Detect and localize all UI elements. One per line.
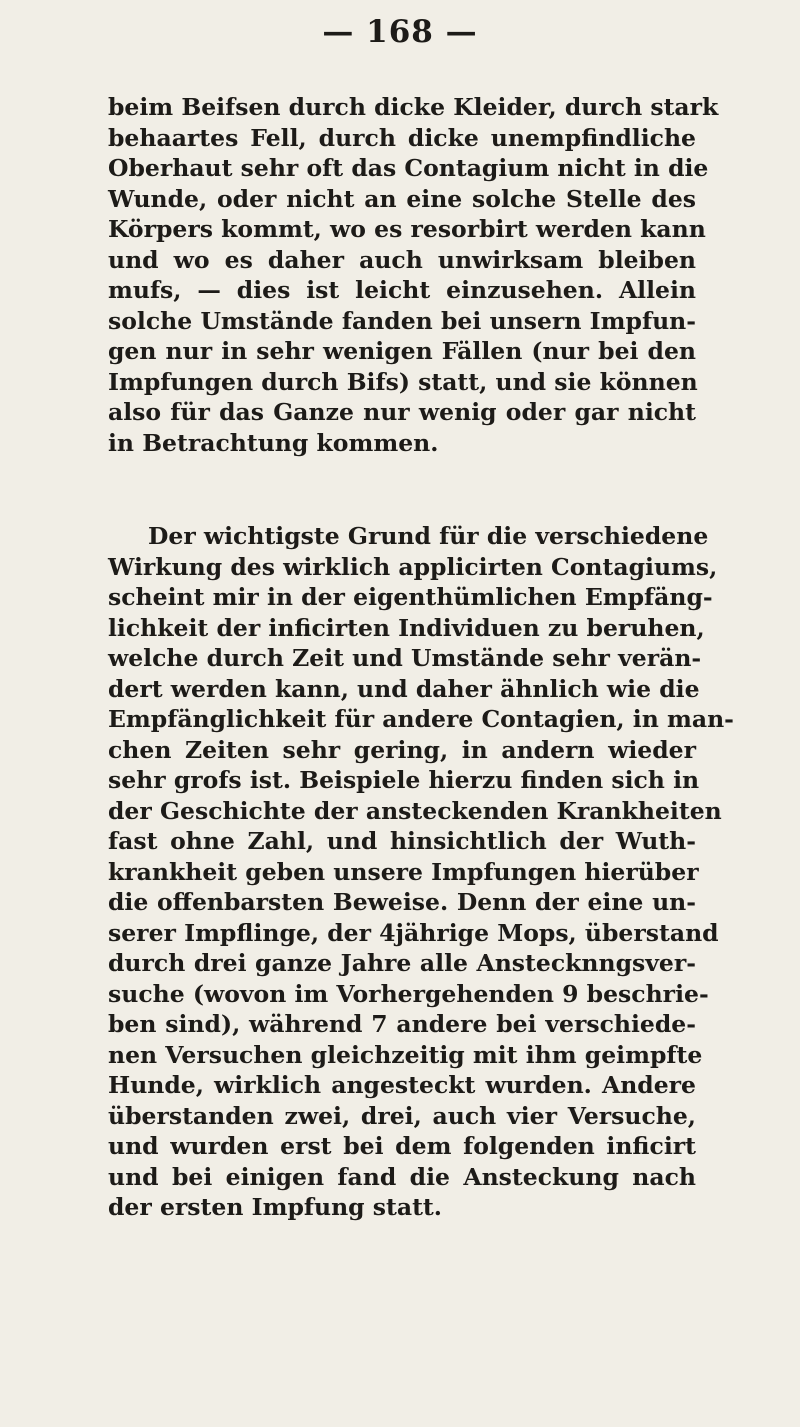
text-line: fast ohne Zahl, und hinsichtlich der Wuth-: [108, 827, 696, 855]
text-line: Der wichtigste Grund für die verschiedene: [148, 522, 709, 550]
text-line: die offenbarsten Beweise. Denn der eine un-: [108, 888, 696, 916]
text-line: lichkeit der inficirten Individuen zu beruhen,: [108, 613, 705, 642]
text-line: durch drei ganze Jahre alle Anstecknngsver-: [108, 949, 696, 977]
text-line: Wirkung des wirklich applicirten Contagiums,: [108, 552, 718, 581]
text-line: suche (wovon im Vorhergehenden 9 beschrie-: [108, 979, 709, 1008]
text-line: und bei einigen fand die Ansteckung nach: [108, 1162, 696, 1191]
text-line: sehr grofs ist. Beispiele hierzu finden sich in: [108, 766, 700, 794]
text-line: serer Impflinge, der 4jährige Mops, überstand: [108, 918, 719, 947]
text-line: überstanden zwei, drei, auch vier Versuche,: [108, 1101, 696, 1130]
text-line: Wunde, oder nicht an eine solche Stelle des: [108, 184, 696, 213]
text-line: und wurden erst bei dem folgenden inficirt: [108, 1132, 696, 1160]
text-line: solche Umstände fanden bei unsern Impfun-: [108, 306, 696, 335]
text-line: Oberhaut sehr oft das Contagium nicht in die: [108, 154, 709, 182]
text-line: chen Zeiten sehr gering, in andern wieder: [108, 735, 696, 764]
text-line: Empfänglichkeit für andere Contagien, in man-: [108, 705, 734, 733]
text-line: Impfungen durch Bifs) statt, und sie können: [108, 367, 698, 396]
text-line: ben sind), während 7 andere bei verschiede-: [108, 1010, 696, 1038]
text-line: welche durch Zeit und Umstände sehr verän-: [108, 644, 702, 672]
text-line: der Geschichte der ansteckenden Krankheiten: [108, 796, 722, 825]
text-line: in Betrachtung kommen.: [108, 428, 439, 457]
text-line: dert werden kann, und daher ähnlich wie die: [108, 674, 700, 703]
page-number-header: — 168 —: [322, 14, 478, 50]
text-line: behaartes Fell, durch dicke unempfindliche: [108, 123, 696, 152]
text-line: gen nur in sehr wenigen Fällen (nur bei den: [108, 337, 696, 365]
text-line: beim Beifsen durch dicke Kleider, durch stark: [108, 93, 719, 121]
text-line: mufs, — dies ist leicht einzusehen. Allein: [108, 276, 696, 304]
text-line: Hunde, wirklich angesteckt wurden. Andere: [108, 1071, 696, 1099]
text-line: Körpers kommt, wo es resorbirt werden kann: [108, 215, 706, 243]
paragraph-2: [108, 521, 734, 1223]
text-line: nen Versuchen gleichzeitig mit ihm geimpfte: [108, 1040, 703, 1069]
text-line: der ersten Impfung statt.: [108, 1193, 442, 1221]
text-line: also für das Ganze nur wenig oder gar nicht: [108, 398, 696, 426]
paragraph-1: [108, 92, 719, 458]
text-line: krankheit geben unsere Impfungen hierüber: [108, 857, 699, 886]
text-line: und wo es daher auch unwirksam bleiben: [108, 245, 696, 274]
text-line: scheint mir in der eigenthümlichen Empfäng-: [108, 583, 713, 611]
